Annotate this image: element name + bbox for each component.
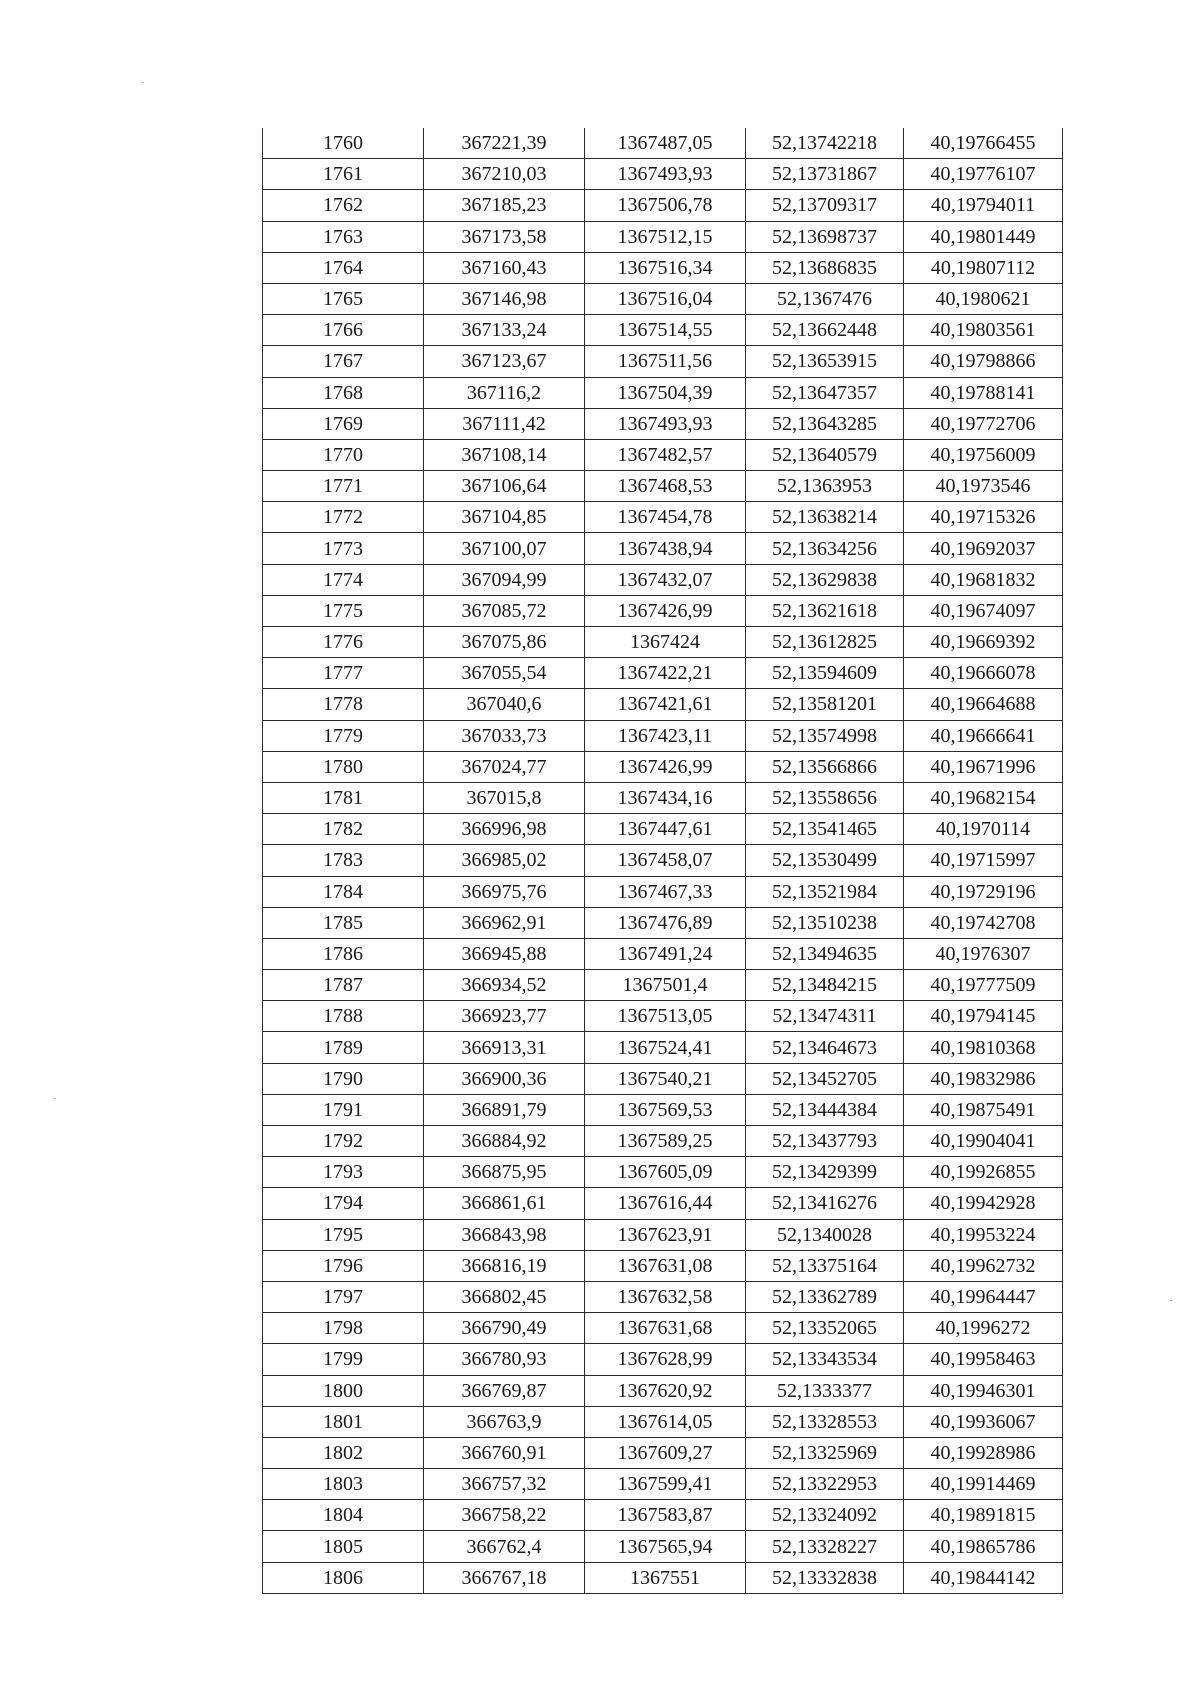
- table-row: [263, 1094, 1063, 1125]
- longitude-cell: 40,19801449: [904, 221, 1063, 252]
- longitude-cell: 40,19772706: [904, 408, 1063, 439]
- x-coordinate-cell: 367173,58: [424, 221, 585, 252]
- point-number-cell: 1799: [263, 1344, 424, 1375]
- longitude-cell: 40,19664688: [904, 689, 1063, 720]
- y-coordinate-cell: 1367511,56: [585, 346, 746, 377]
- longitude-cell: 40,19962732: [904, 1250, 1063, 1281]
- longitude-cell: 40,19788141: [904, 377, 1063, 408]
- y-coordinate-cell: 1367614,05: [585, 1406, 746, 1437]
- point-number-cell: 1800: [263, 1375, 424, 1406]
- table-row: [263, 1344, 1063, 1375]
- y-coordinate-cell: 1367426,99: [585, 751, 746, 782]
- y-coordinate-cell: 1367422,21: [585, 658, 746, 689]
- x-coordinate-cell: 366816,19: [424, 1250, 585, 1281]
- latitude-cell: 52,13352065: [746, 1313, 904, 1344]
- latitude-cell: 52,13322953: [746, 1469, 904, 1500]
- coordinates-table: [262, 128, 1063, 1594]
- table-row: [263, 315, 1063, 346]
- table-row: [263, 533, 1063, 564]
- point-number-cell: 1769: [263, 408, 424, 439]
- table-row: [263, 439, 1063, 470]
- point-number-cell: 1786: [263, 938, 424, 969]
- longitude-cell: 40,19875491: [904, 1094, 1063, 1125]
- y-coordinate-cell: 1367632,58: [585, 1281, 746, 1312]
- latitude-cell: 52,1333377: [746, 1375, 904, 1406]
- y-coordinate-cell: 1367516,04: [585, 283, 746, 314]
- latitude-cell: 52,13742218: [746, 128, 904, 159]
- table-row: [263, 1219, 1063, 1250]
- longitude-cell: 40,19681832: [904, 564, 1063, 595]
- point-number-cell: 1761: [263, 159, 424, 190]
- x-coordinate-cell: 367146,98: [424, 283, 585, 314]
- longitude-cell: 40,19964447: [904, 1281, 1063, 1312]
- x-coordinate-cell: 366757,32: [424, 1469, 585, 1500]
- latitude-cell: 52,13343534: [746, 1344, 904, 1375]
- x-coordinate-cell: 367055,54: [424, 658, 585, 689]
- x-coordinate-cell: 367123,67: [424, 346, 585, 377]
- point-number-cell: 1763: [263, 221, 424, 252]
- point-number-cell: 1778: [263, 689, 424, 720]
- y-coordinate-cell: 1367468,53: [585, 471, 746, 502]
- y-coordinate-cell: 1367454,78: [585, 502, 746, 533]
- y-coordinate-cell: 1367467,33: [585, 876, 746, 907]
- table-row: [263, 814, 1063, 845]
- latitude-cell: 52,13474311: [746, 1001, 904, 1032]
- latitude-cell: 52,13521984: [746, 876, 904, 907]
- longitude-cell: 40,1976307: [904, 938, 1063, 969]
- latitude-cell: 52,13566866: [746, 751, 904, 782]
- longitude-cell: 40,19798866: [904, 346, 1063, 377]
- latitude-cell: 52,13510238: [746, 907, 904, 938]
- point-number-cell: 1788: [263, 1001, 424, 1032]
- table-row: [263, 1562, 1063, 1593]
- y-coordinate-cell: 1367423,11: [585, 720, 746, 751]
- longitude-cell: 40,19832986: [904, 1063, 1063, 1094]
- table-row: [263, 782, 1063, 813]
- point-number-cell: 1775: [263, 595, 424, 626]
- table-row: [263, 564, 1063, 595]
- x-coordinate-cell: 366996,98: [424, 814, 585, 845]
- x-coordinate-cell: 367015,8: [424, 782, 585, 813]
- point-number-cell: 1771: [263, 471, 424, 502]
- table-row: [263, 159, 1063, 190]
- x-coordinate-cell: 366802,45: [424, 1281, 585, 1312]
- x-coordinate-cell: 366900,36: [424, 1063, 585, 1094]
- point-number-cell: 1768: [263, 377, 424, 408]
- table-row: [263, 751, 1063, 782]
- x-coordinate-cell: 367185,23: [424, 190, 585, 221]
- point-number-cell: 1776: [263, 627, 424, 658]
- table-row: [263, 1500, 1063, 1531]
- x-coordinate-cell: 366790,49: [424, 1313, 585, 1344]
- x-coordinate-cell: 366763,9: [424, 1406, 585, 1437]
- y-coordinate-cell: 1367493,93: [585, 159, 746, 190]
- latitude-cell: 52,13647357: [746, 377, 904, 408]
- point-number-cell: 1806: [263, 1562, 424, 1593]
- table-row: [263, 1001, 1063, 1032]
- latitude-cell: 52,13558656: [746, 782, 904, 813]
- y-coordinate-cell: 1367491,24: [585, 938, 746, 969]
- y-coordinate-cell: 1367620,92: [585, 1375, 746, 1406]
- latitude-cell: 52,13324092: [746, 1500, 904, 1531]
- table-row: [263, 471, 1063, 502]
- x-coordinate-cell: 367160,43: [424, 252, 585, 283]
- point-number-cell: 1798: [263, 1313, 424, 1344]
- point-number-cell: 1803: [263, 1469, 424, 1500]
- point-number-cell: 1801: [263, 1406, 424, 1437]
- x-coordinate-cell: 366780,93: [424, 1344, 585, 1375]
- x-coordinate-cell: 367094,99: [424, 564, 585, 595]
- y-coordinate-cell: 1367447,61: [585, 814, 746, 845]
- table-row: [263, 1063, 1063, 1094]
- table-row: [263, 1250, 1063, 1281]
- latitude-cell: 52,13484215: [746, 970, 904, 1001]
- table-row: [263, 1126, 1063, 1157]
- x-coordinate-cell: 367085,72: [424, 595, 585, 626]
- x-coordinate-cell: 366861,61: [424, 1188, 585, 1219]
- y-coordinate-cell: 1367540,21: [585, 1063, 746, 1094]
- point-number-cell: 1781: [263, 782, 424, 813]
- point-number-cell: 1770: [263, 439, 424, 470]
- longitude-cell: 40,19766455: [904, 128, 1063, 159]
- longitude-cell: 40,1973546: [904, 471, 1063, 502]
- latitude-cell: 52,13731867: [746, 159, 904, 190]
- latitude-cell: 52,13653915: [746, 346, 904, 377]
- y-coordinate-cell: 1367565,94: [585, 1531, 746, 1562]
- y-coordinate-cell: 1367513,05: [585, 1001, 746, 1032]
- latitude-cell: 52,13416276: [746, 1188, 904, 1219]
- longitude-cell: 40,19671996: [904, 751, 1063, 782]
- longitude-cell: 40,19891815: [904, 1500, 1063, 1531]
- longitude-cell: 40,19777509: [904, 970, 1063, 1001]
- scan-speck: [54, 1098, 56, 1099]
- latitude-cell: 52,13643285: [746, 408, 904, 439]
- point-number-cell: 1782: [263, 814, 424, 845]
- y-coordinate-cell: 1367616,44: [585, 1188, 746, 1219]
- table-row: [263, 221, 1063, 252]
- y-coordinate-cell: 1367487,05: [585, 128, 746, 159]
- y-coordinate-cell: 1367482,57: [585, 439, 746, 470]
- y-coordinate-cell: 1367438,94: [585, 533, 746, 564]
- longitude-cell: 40,19946301: [904, 1375, 1063, 1406]
- point-number-cell: 1787: [263, 970, 424, 1001]
- x-coordinate-cell: 367106,64: [424, 471, 585, 502]
- latitude-cell: 52,13662448: [746, 315, 904, 346]
- x-coordinate-cell: 366975,76: [424, 876, 585, 907]
- table-row: [263, 689, 1063, 720]
- latitude-cell: 52,13629838: [746, 564, 904, 595]
- point-number-cell: 1802: [263, 1437, 424, 1468]
- point-number-cell: 1777: [263, 658, 424, 689]
- x-coordinate-cell: 367221,39: [424, 128, 585, 159]
- y-coordinate-cell: 1367514,55: [585, 315, 746, 346]
- latitude-cell: 52,13530499: [746, 845, 904, 876]
- longitude-cell: 40,19692037: [904, 533, 1063, 564]
- point-number-cell: 1795: [263, 1219, 424, 1250]
- point-number-cell: 1794: [263, 1188, 424, 1219]
- y-coordinate-cell: 1367476,89: [585, 907, 746, 938]
- table-row: [263, 1437, 1063, 1468]
- latitude-cell: 52,1340028: [746, 1219, 904, 1250]
- x-coordinate-cell: 367024,77: [424, 751, 585, 782]
- table-row: [263, 1281, 1063, 1312]
- x-coordinate-cell: 366767,18: [424, 1562, 585, 1593]
- point-number-cell: 1789: [263, 1032, 424, 1063]
- point-number-cell: 1793: [263, 1157, 424, 1188]
- longitude-cell: 40,19953224: [904, 1219, 1063, 1250]
- point-number-cell: 1772: [263, 502, 424, 533]
- point-number-cell: 1785: [263, 907, 424, 938]
- x-coordinate-cell: 366875,95: [424, 1157, 585, 1188]
- point-number-cell: 1783: [263, 845, 424, 876]
- y-coordinate-cell: 1367434,16: [585, 782, 746, 813]
- latitude-cell: 52,13362789: [746, 1281, 904, 1312]
- longitude-cell: 40,19865786: [904, 1531, 1063, 1562]
- longitude-cell: 40,19756009: [904, 439, 1063, 470]
- point-number-cell: 1804: [263, 1500, 424, 1531]
- longitude-cell: 40,19936067: [904, 1406, 1063, 1437]
- longitude-cell: 40,19942928: [904, 1188, 1063, 1219]
- table-row: [263, 1531, 1063, 1562]
- x-coordinate-cell: 367133,24: [424, 315, 585, 346]
- point-number-cell: 1790: [263, 1063, 424, 1094]
- y-coordinate-cell: 1367599,41: [585, 1469, 746, 1500]
- x-coordinate-cell: 367116,2: [424, 377, 585, 408]
- latitude-cell: 52,13594609: [746, 658, 904, 689]
- latitude-cell: 52,13325969: [746, 1437, 904, 1468]
- x-coordinate-cell: 367108,14: [424, 439, 585, 470]
- y-coordinate-cell: 1367569,53: [585, 1094, 746, 1125]
- x-coordinate-cell: 367111,42: [424, 408, 585, 439]
- y-coordinate-cell: 1367631,08: [585, 1250, 746, 1281]
- coordinates-table-body: [263, 128, 1063, 1593]
- latitude-cell: 52,13638214: [746, 502, 904, 533]
- longitude-cell: 40,19682154: [904, 782, 1063, 813]
- point-number-cell: 1764: [263, 252, 424, 283]
- y-coordinate-cell: 1367609,27: [585, 1437, 746, 1468]
- longitude-cell: 40,19844142: [904, 1562, 1063, 1593]
- x-coordinate-cell: 366769,87: [424, 1375, 585, 1406]
- x-coordinate-cell: 367075,86: [424, 627, 585, 658]
- table-row: [263, 720, 1063, 751]
- latitude-cell: 52,13621618: [746, 595, 904, 626]
- latitude-cell: 52,13444384: [746, 1094, 904, 1125]
- latitude-cell: 52,13709317: [746, 190, 904, 221]
- y-coordinate-cell: 1367551: [585, 1562, 746, 1593]
- y-coordinate-cell: 1367628,99: [585, 1344, 746, 1375]
- table-row: [263, 1375, 1063, 1406]
- point-number-cell: 1760: [263, 128, 424, 159]
- table-row: [263, 1188, 1063, 1219]
- table-row: [263, 845, 1063, 876]
- x-coordinate-cell: 366758,22: [424, 1500, 585, 1531]
- x-coordinate-cell: 366843,98: [424, 1219, 585, 1250]
- longitude-cell: 40,1970114: [904, 814, 1063, 845]
- y-coordinate-cell: 1367421,61: [585, 689, 746, 720]
- y-coordinate-cell: 1367605,09: [585, 1157, 746, 1188]
- table-row: [263, 190, 1063, 221]
- point-number-cell: 1792: [263, 1126, 424, 1157]
- point-number-cell: 1773: [263, 533, 424, 564]
- x-coordinate-cell: 366945,88: [424, 938, 585, 969]
- x-coordinate-cell: 366962,91: [424, 907, 585, 938]
- longitude-cell: 40,19803561: [904, 315, 1063, 346]
- x-coordinate-cell: 366760,91: [424, 1437, 585, 1468]
- latitude-cell: 52,13581201: [746, 689, 904, 720]
- longitude-cell: 40,19914469: [904, 1469, 1063, 1500]
- y-coordinate-cell: 1367512,15: [585, 221, 746, 252]
- table-row: [263, 876, 1063, 907]
- point-number-cell: 1766: [263, 315, 424, 346]
- longitude-cell: 40,19715326: [904, 502, 1063, 533]
- point-number-cell: 1767: [263, 346, 424, 377]
- point-number-cell: 1791: [263, 1094, 424, 1125]
- table-row: [263, 595, 1063, 626]
- x-coordinate-cell: 366913,31: [424, 1032, 585, 1063]
- y-coordinate-cell: 1367458,07: [585, 845, 746, 876]
- longitude-cell: 40,19810368: [904, 1032, 1063, 1063]
- table-row: [263, 408, 1063, 439]
- longitude-cell: 40,19926855: [904, 1157, 1063, 1188]
- longitude-cell: 40,1980621: [904, 283, 1063, 314]
- x-coordinate-cell: 367033,73: [424, 720, 585, 751]
- longitude-cell: 40,19666078: [904, 658, 1063, 689]
- y-coordinate-cell: 1367504,39: [585, 377, 746, 408]
- x-coordinate-cell: 366985,02: [424, 845, 585, 876]
- y-coordinate-cell: 1367501,4: [585, 970, 746, 1001]
- latitude-cell: 52,1363953: [746, 471, 904, 502]
- x-coordinate-cell: 367210,03: [424, 159, 585, 190]
- table-row: [263, 627, 1063, 658]
- scan-speck: [142, 82, 144, 83]
- latitude-cell: 52,13429399: [746, 1157, 904, 1188]
- longitude-cell: 40,19669392: [904, 627, 1063, 658]
- latitude-cell: 52,13332838: [746, 1562, 904, 1593]
- table-row: [263, 1406, 1063, 1437]
- latitude-cell: 52,13541465: [746, 814, 904, 845]
- table-row: [263, 970, 1063, 1001]
- table-row: [263, 938, 1063, 969]
- y-coordinate-cell: 1367589,25: [585, 1126, 746, 1157]
- longitude-cell: 40,19904041: [904, 1126, 1063, 1157]
- table-row: [263, 502, 1063, 533]
- y-coordinate-cell: 1367424: [585, 627, 746, 658]
- latitude-cell: 52,13328553: [746, 1406, 904, 1437]
- latitude-cell: 52,13375164: [746, 1250, 904, 1281]
- latitude-cell: 52,13686835: [746, 252, 904, 283]
- table-row: [263, 346, 1063, 377]
- longitude-cell: 40,19742708: [904, 907, 1063, 938]
- table-row: [263, 1157, 1063, 1188]
- x-coordinate-cell: 367100,07: [424, 533, 585, 564]
- latitude-cell: 52,13612825: [746, 627, 904, 658]
- longitude-cell: 40,19794011: [904, 190, 1063, 221]
- point-number-cell: 1765: [263, 283, 424, 314]
- latitude-cell: 52,13574998: [746, 720, 904, 751]
- longitude-cell: 40,19666641: [904, 720, 1063, 751]
- y-coordinate-cell: 1367516,34: [585, 252, 746, 283]
- x-coordinate-cell: 367040,6: [424, 689, 585, 720]
- y-coordinate-cell: 1367623,91: [585, 1219, 746, 1250]
- table-row: [263, 128, 1063, 159]
- longitude-cell: 40,1996272: [904, 1313, 1063, 1344]
- latitude-cell: 52,13452705: [746, 1063, 904, 1094]
- table-row: [263, 1032, 1063, 1063]
- table-row: [263, 1313, 1063, 1344]
- point-number-cell: 1774: [263, 564, 424, 595]
- y-coordinate-cell: 1367432,07: [585, 564, 746, 595]
- y-coordinate-cell: 1367631,68: [585, 1313, 746, 1344]
- latitude-cell: 52,1367476: [746, 283, 904, 314]
- longitude-cell: 40,19928986: [904, 1437, 1063, 1468]
- latitude-cell: 52,13494635: [746, 938, 904, 969]
- table-row: [263, 252, 1063, 283]
- point-number-cell: 1779: [263, 720, 424, 751]
- y-coordinate-cell: 1367583,87: [585, 1500, 746, 1531]
- latitude-cell: 52,13640579: [746, 439, 904, 470]
- latitude-cell: 52,13437793: [746, 1126, 904, 1157]
- point-number-cell: 1796: [263, 1250, 424, 1281]
- y-coordinate-cell: 1367524,41: [585, 1032, 746, 1063]
- point-number-cell: 1780: [263, 751, 424, 782]
- latitude-cell: 52,13698737: [746, 221, 904, 252]
- x-coordinate-cell: 367104,85: [424, 502, 585, 533]
- longitude-cell: 40,19715997: [904, 845, 1063, 876]
- y-coordinate-cell: 1367506,78: [585, 190, 746, 221]
- point-number-cell: 1762: [263, 190, 424, 221]
- point-number-cell: 1805: [263, 1531, 424, 1562]
- latitude-cell: 52,13464673: [746, 1032, 904, 1063]
- table-row: [263, 283, 1063, 314]
- longitude-cell: 40,19674097: [904, 595, 1063, 626]
- longitude-cell: 40,19807112: [904, 252, 1063, 283]
- latitude-cell: 52,13634256: [746, 533, 904, 564]
- x-coordinate-cell: 366891,79: [424, 1094, 585, 1125]
- table-row: [263, 907, 1063, 938]
- point-number-cell: 1797: [263, 1281, 424, 1312]
- longitude-cell: 40,19958463: [904, 1344, 1063, 1375]
- latitude-cell: 52,13328227: [746, 1531, 904, 1562]
- table-row: [263, 1469, 1063, 1500]
- x-coordinate-cell: 366923,77: [424, 1001, 585, 1032]
- table-row: [263, 658, 1063, 689]
- longitude-cell: 40,19776107: [904, 159, 1063, 190]
- table-row: [263, 377, 1063, 408]
- x-coordinate-cell: 366934,52: [424, 970, 585, 1001]
- longitude-cell: 40,19729196: [904, 876, 1063, 907]
- x-coordinate-cell: 366884,92: [424, 1126, 585, 1157]
- y-coordinate-cell: 1367493,93: [585, 408, 746, 439]
- y-coordinate-cell: 1367426,99: [585, 595, 746, 626]
- point-number-cell: 1784: [263, 876, 424, 907]
- scan-speck: [1170, 1300, 1172, 1301]
- longitude-cell: 40,19794145: [904, 1001, 1063, 1032]
- x-coordinate-cell: 366762,4: [424, 1531, 585, 1562]
